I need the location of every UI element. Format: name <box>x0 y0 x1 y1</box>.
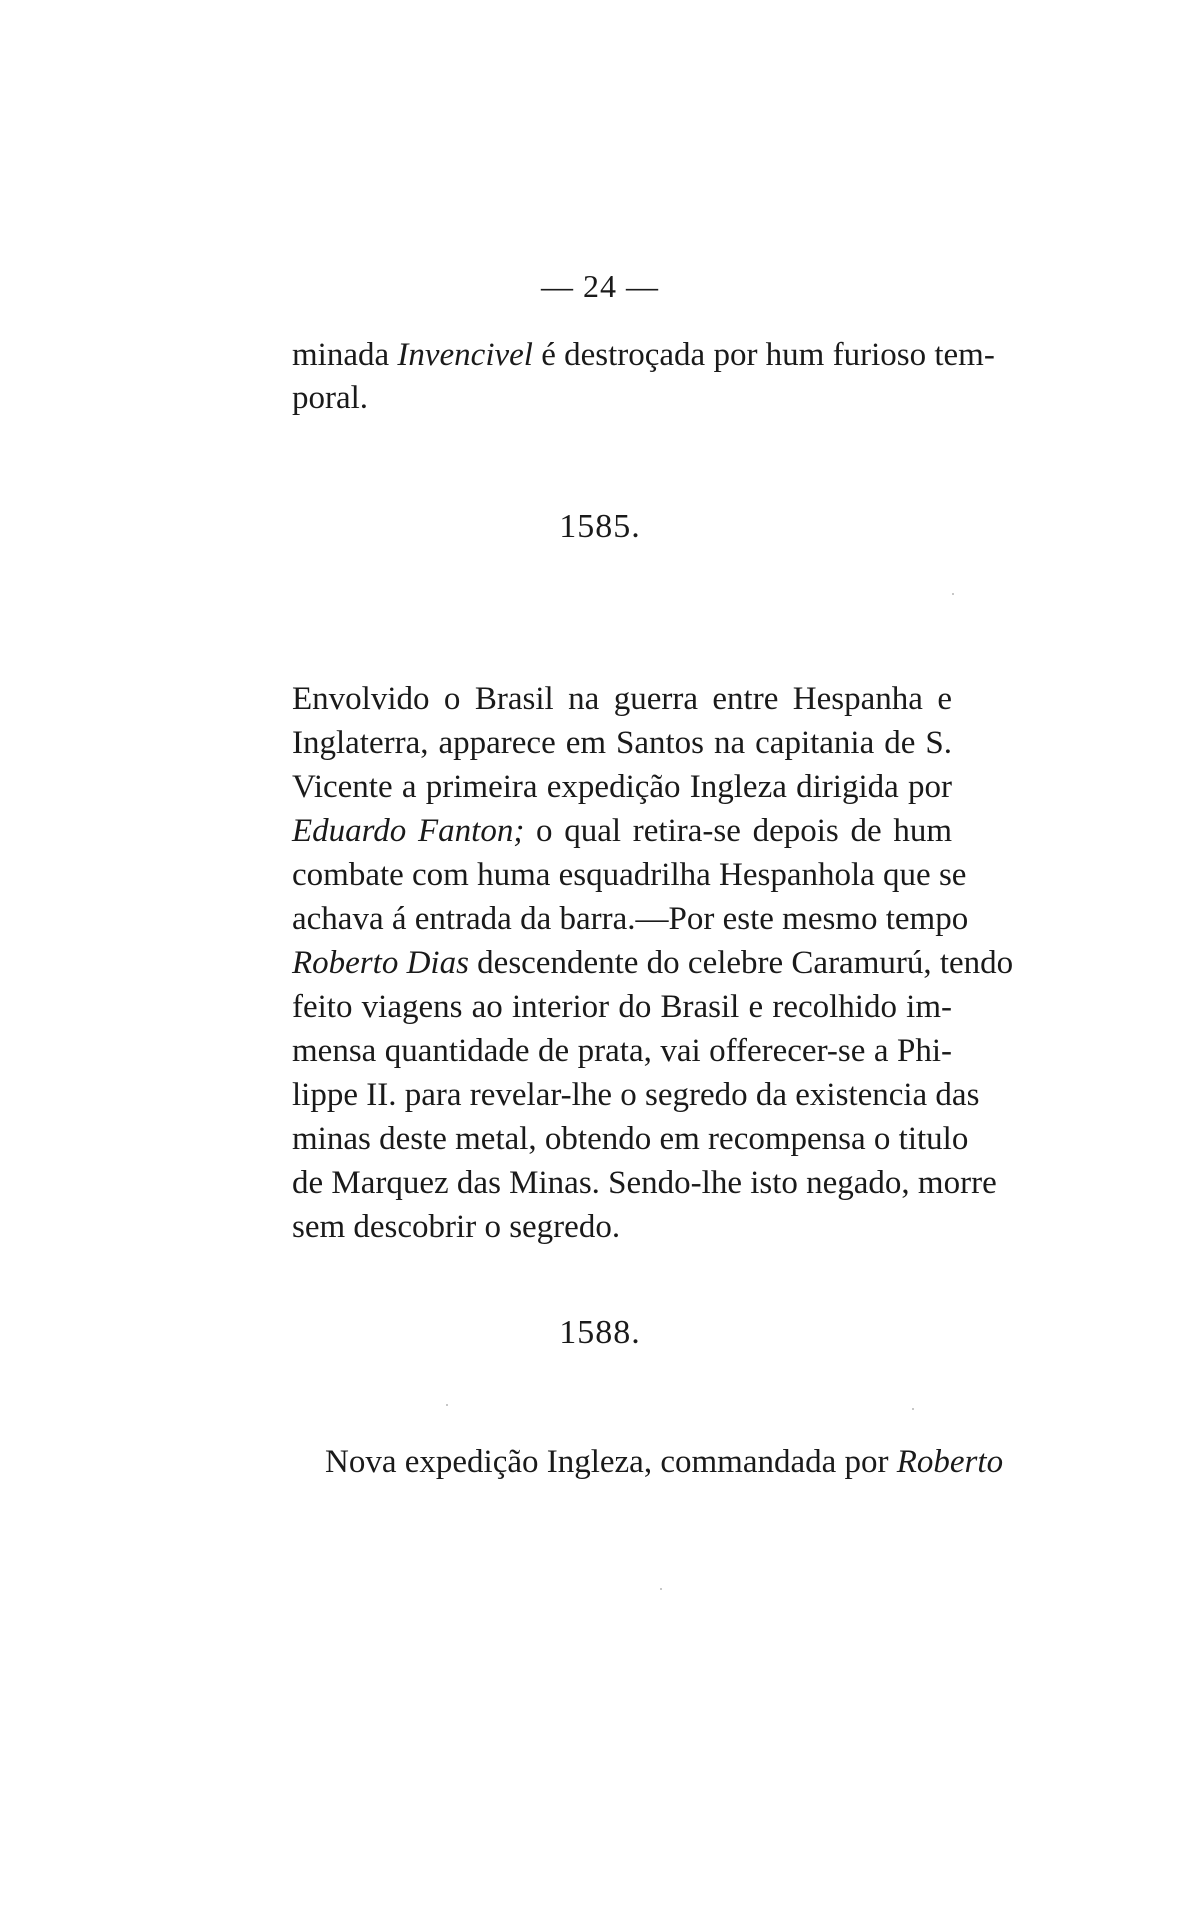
paper-speck <box>912 1408 914 1410</box>
paragraph-line <box>292 853 967 897</box>
paragraph-line <box>292 1029 952 1073</box>
text-segment: descendente do celebre Caramurú, tendo <box>468 945 1014 981</box>
continuation-line-2: poral. <box>292 380 369 416</box>
text-segment: sem descobrir o segredo. <box>292 1209 621 1245</box>
continuation-line-1 <box>292 335 995 375</box>
italic-name: Roberto Dias <box>292 945 469 981</box>
text-segment: lippe II. para revelar-lhe o segredo da existencia das <box>292 1077 980 1113</box>
paragraph-line <box>292 1117 969 1161</box>
text-segment: combate com huma esquadrilha Hespanhola que se <box>292 857 967 893</box>
text-segment: minada <box>292 337 398 373</box>
paragraph-line <box>292 677 952 721</box>
text-segment: Vicente a primeira expedição Ingleza dirigida por <box>292 769 952 805</box>
text-segment: é destroçada por hum furioso tem- <box>532 337 995 373</box>
paragraph-1585 <box>292 677 1014 1249</box>
text-segment: feito viagens ao interior do Brasil e recolhido im- <box>292 989 952 1025</box>
paragraph-line <box>292 897 969 941</box>
text-segment: achava á entrada da barra.—Por este mesmo tempo <box>292 901 969 937</box>
paragraph-line <box>292 1205 952 1249</box>
paragraph-line <box>292 1073 980 1117</box>
paragraph-line <box>292 1161 997 1205</box>
text-segment: o qual retira-se depois de hum <box>524 813 952 849</box>
italic-name: Eduardo Fanton; <box>292 813 525 849</box>
text-segment: minas deste metal, obtendo em recompensa o titulo <box>292 1121 969 1157</box>
text-segment: Envolvido o Brasil na guerra entre Hespanha e <box>292 681 952 717</box>
page-number: — 24 — <box>541 268 659 304</box>
paragraph-line <box>292 985 952 1029</box>
year-heading-1585: 1585. <box>559 508 641 545</box>
paragraph-1588-line-1 <box>325 1442 1004 1482</box>
year-heading-1588: 1588. <box>559 1314 641 1351</box>
paper-speck <box>446 1404 448 1406</box>
paper-speck <box>660 1588 662 1590</box>
italic-term: Invencivel <box>397 337 533 373</box>
paper-speck <box>952 593 954 595</box>
text-segment: mensa quantidade de prata, vai offerecer-se a Phi- <box>292 1033 952 1069</box>
paragraph-line <box>292 809 952 853</box>
italic-name: Roberto <box>896 1444 1004 1480</box>
paragraph-line <box>292 941 1014 985</box>
paragraph-line <box>292 765 952 809</box>
paragraph-line <box>292 721 952 765</box>
text-segment: Nova expedição Ingleza, commandada por <box>325 1444 897 1480</box>
text-segment: Inglaterra, apparece em Santos na capitania de S. <box>292 725 952 761</box>
text-segment: de Marquez das Minas. Sendo-lhe isto negado, morre <box>292 1165 997 1201</box>
